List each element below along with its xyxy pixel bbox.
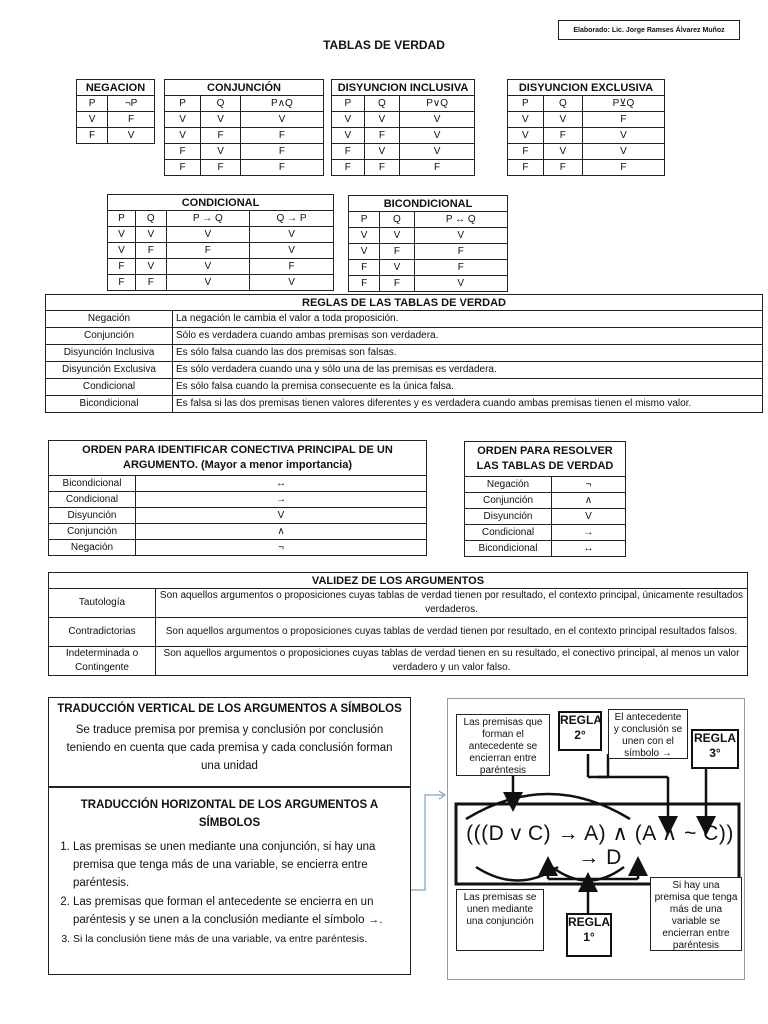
table-cell: V (400, 144, 475, 160)
trad-vertical-title: TRADUCCIÓN VERTICAL DE LOS ARGUMENTOS A SÍMBOLOS (57, 703, 402, 715)
table-cell: V (250, 227, 334, 243)
figure-label-bottom-right: Si hay una premisa que tenga más de una variable se encierran entre paréntesis (650, 877, 742, 951)
table-cell: V (582, 128, 664, 144)
table-validez (48, 572, 748, 676)
table-cell: F (77, 128, 108, 144)
column-header: P (349, 212, 380, 228)
table-title: NEGACION (77, 80, 155, 96)
column-header: Q (543, 96, 582, 112)
table-cell: V (543, 144, 582, 160)
table-row (349, 228, 508, 244)
trad-horizontal-list (49, 838, 410, 948)
table-cell: V (508, 128, 544, 144)
column-header: P (332, 96, 365, 112)
table-cell: F (135, 243, 166, 259)
table-row (46, 311, 763, 328)
row-label: Condicional (465, 525, 552, 541)
row-value: Son aquellos argumentos o proposiciones cuyas tablas de verdad tienen en su resultado, el conectivo principal, al menos un valor verdadero y un valor falso. (156, 647, 748, 676)
row-label: Disyunción (465, 509, 552, 525)
table-cell: F (349, 276, 380, 292)
table-cell: F (240, 144, 323, 160)
table-cell: V (364, 112, 400, 128)
table-cell: F (364, 160, 400, 176)
author-box (558, 20, 740, 40)
table-bicondicional (348, 195, 508, 292)
row-label: Bicondicional (49, 476, 136, 492)
figure-label-top-right: El antecedente y conclusión se unen con el símbolo → (608, 709, 688, 759)
table-row (46, 345, 763, 362)
row-value: V (136, 508, 427, 524)
table-cell: V (201, 112, 241, 128)
table-cell: F (332, 144, 365, 160)
table-row (508, 128, 665, 144)
table-cell: V (108, 243, 136, 259)
table-cell: V (332, 112, 365, 128)
table-row (49, 540, 427, 556)
table-cell: V (240, 112, 323, 128)
table-title: VALIDEZ DE LOS ARGUMENTOS (49, 573, 748, 589)
table-cell: F (543, 128, 582, 144)
table-title: BICONDICIONAL (349, 196, 508, 212)
table-row (46, 362, 763, 379)
table-cell: F (108, 259, 136, 275)
row-value: Sólo es verdadera cuando ambas premisas son verdadera. (173, 328, 763, 345)
table-cell: V (250, 243, 334, 259)
table-cell: F (582, 160, 664, 176)
column-header: Q → P (250, 211, 334, 227)
table-cell: V (414, 228, 507, 244)
table-cell: V (349, 228, 380, 244)
row-label: Condicional (49, 492, 136, 508)
row-label: Bicondicional (46, 396, 173, 413)
table-row (108, 275, 334, 291)
table-row (77, 112, 155, 128)
table-row (108, 259, 334, 275)
table-cell: V (364, 144, 400, 160)
row-label: Negación (49, 540, 136, 556)
row-label: Conjunción (465, 493, 552, 509)
table-title: DISYUNCION INCLUSIVA (332, 80, 475, 96)
table-cell: V (166, 227, 249, 243)
table-title: ORDEN PARA IDENTIFICAR CONECTIVA PRINCIPAL DE UN ARGUMENTO. (Mayor a menor importancia) (49, 441, 427, 476)
column-header: P → Q (166, 211, 249, 227)
table-cell: V (201, 144, 241, 160)
table-cell: F (108, 275, 136, 291)
figure-regla (447, 698, 745, 980)
row-value: ¬ (136, 540, 427, 556)
table-row (49, 476, 427, 492)
trad-horizontal-box (48, 787, 411, 975)
table-cell: V (400, 112, 475, 128)
table-cell: V (108, 227, 136, 243)
column-header: P (508, 96, 544, 112)
column-header: Q (364, 96, 400, 112)
table-row (465, 509, 626, 525)
column-header: Q (135, 211, 166, 227)
table-title: REGLAS DE LAS TABLAS DE VERDAD (46, 295, 763, 311)
table-orden-conectiva (48, 440, 427, 556)
table-disyuncion-inclusiva (331, 79, 475, 176)
table-title: ORDEN PARA RESOLVER LAS TABLAS DE VERDAD (465, 442, 626, 477)
table-row (349, 244, 508, 260)
row-value: ¬ (552, 477, 626, 493)
row-label: Negación (465, 477, 552, 493)
row-label: Bicondicional (465, 541, 552, 557)
table-row (49, 508, 427, 524)
table-cell: V (380, 260, 414, 276)
row-label: Disyunción Inclusiva (46, 345, 173, 362)
table-cell: V (166, 259, 249, 275)
row-value: → (136, 492, 427, 508)
column-header: P⊻Q (582, 96, 664, 112)
regla-3-badge: REGLA 3° (691, 729, 739, 769)
row-value: Es sólo verdadera cuando una y sólo una de las premisas es verdadera. (173, 362, 763, 379)
table-cell: V (165, 128, 201, 144)
table-row (165, 160, 324, 176)
row-value: ∧ (552, 493, 626, 509)
table-row (332, 112, 475, 128)
table-cell: V (508, 112, 544, 128)
column-header: P∧Q (240, 96, 323, 112)
table-row (465, 493, 626, 509)
table-cell: F (508, 144, 544, 160)
table-row (49, 524, 427, 540)
column-header: P (77, 96, 108, 112)
table-row (332, 160, 475, 176)
column-header: P (108, 211, 136, 227)
table-conjuncion (164, 79, 324, 176)
row-value: La negación le cambia el valor a toda proposición. (173, 311, 763, 328)
regla-1-badge: REGLA 1° (566, 913, 612, 957)
table-row (46, 379, 763, 396)
author-text: Elaborado: Lic. Jorge Ramses Álvarez Muñoz (573, 26, 725, 34)
table-row (108, 227, 334, 243)
table-row (46, 396, 763, 413)
table-cell: F (165, 144, 201, 160)
table-row (77, 128, 155, 144)
list-item: 1. Las premisas se unen mediante una conjunción, si hay una premisa que tenga más de una variable, se encierra entre paréntesis. (73, 838, 410, 892)
row-value: V (552, 509, 626, 525)
table-cell: F (400, 160, 475, 176)
table-row (49, 647, 748, 676)
table-row (508, 144, 665, 160)
table-row (46, 328, 763, 345)
table-cell: F (543, 160, 582, 176)
page-title: TABLAS DE VERDAD (323, 38, 445, 52)
table-title: DISYUNCION EXCLUSIVA (508, 80, 665, 96)
table-row (165, 112, 324, 128)
table-cell: F (508, 160, 544, 176)
table-cell: V (582, 144, 664, 160)
table-row (465, 525, 626, 541)
table-cell: F (135, 275, 166, 291)
list-item: 3. Si la conclusión tiene más de una variable, va entre paréntesis. (73, 930, 410, 948)
table-row (349, 260, 508, 276)
table-cell: V (332, 128, 365, 144)
trad-vertical-box (48, 697, 411, 787)
row-label: Disyunción (49, 508, 136, 524)
column-header: Q (201, 96, 241, 112)
table-cell: F (165, 160, 201, 176)
figure-formula: (((D v C) → A) ∧ (A ∧ ~ C)) → D (466, 822, 734, 869)
trad-vertical-body: Se traduce premisa por premisa y conclusión por conclusión teniendo en cuenta que cada premisa y cada conclusión forman una unidad (66, 724, 393, 772)
row-label: Disyunción Exclusiva (46, 362, 173, 379)
table-cell: V (349, 244, 380, 260)
table-row (349, 276, 508, 292)
row-value: Son aquellos argumentos o proposiciones cuyas tablas de verdad tienen por resultado, en el contexto principal resultados falsos. (156, 618, 748, 647)
table-row (49, 618, 748, 647)
table-cell: V (135, 259, 166, 275)
table-row (465, 541, 626, 557)
table-disyuncion-exclusiva (507, 79, 665, 176)
table-row (49, 492, 427, 508)
column-header: Q (380, 212, 414, 228)
trad-horizontal-title: TRADUCCIÓN HORIZONTAL DE LOS ARGUMENTOS A SÍMBOLOS (80, 799, 379, 829)
table-row (165, 128, 324, 144)
table-title: CONJUNCIÓN (165, 80, 324, 96)
table-cell: F (582, 112, 664, 128)
column-header: P (165, 96, 201, 112)
row-label: Conjunción (46, 328, 173, 345)
table-cell: F (240, 128, 323, 144)
table-row (108, 243, 334, 259)
table-row (508, 112, 665, 128)
table-cell: F (240, 160, 323, 176)
table-cell: F (166, 243, 249, 259)
table-row (332, 144, 475, 160)
row-label: Negación (46, 311, 173, 328)
row-label: Tautología (49, 589, 156, 618)
table-negacion (76, 79, 155, 144)
figure-label-top-left: Las premisas que forman el antecedente se encierran entre paréntesis (456, 714, 550, 776)
table-cell: F (414, 244, 507, 260)
row-value: ↔ (136, 476, 427, 492)
table-title: CONDICIONAL (108, 195, 334, 211)
table-cell: F (201, 128, 241, 144)
figure-label-bottom-left: Las premisas se unen mediante una conjunción (456, 889, 544, 951)
regla-2-badge: REGLA 2° (558, 711, 602, 751)
row-label: Indeterminada o Contingente (49, 647, 156, 676)
table-row (465, 477, 626, 493)
table-cell: F (250, 259, 334, 275)
table-cell: F (414, 260, 507, 276)
table-cell: F (380, 276, 414, 292)
row-value: Es sólo falsa cuando la premisa consecuente es la única falsa. (173, 379, 763, 396)
table-cell: V (165, 112, 201, 128)
table-cell: F (364, 128, 400, 144)
row-value: Es falsa si las dos premisas tienen valores diferentes y es verdadera cuando ambas premisas tienen el mismo valor. (173, 396, 763, 413)
table-cell: V (543, 112, 582, 128)
table-cell: F (349, 260, 380, 276)
row-value: ∧ (136, 524, 427, 540)
column-header: ¬P (108, 96, 155, 112)
table-cell: F (332, 160, 365, 176)
table-cell: F (380, 244, 414, 260)
row-value: Es sólo falsa cuando las dos premisas son falsas. (173, 345, 763, 362)
table-row (165, 144, 324, 160)
table-cell: V (400, 128, 475, 144)
row-value: → (552, 525, 626, 541)
row-value: ↔ (552, 541, 626, 557)
table-cell: F (108, 112, 155, 128)
table-cell: V (250, 275, 334, 291)
list-item: 2. Las premisas que forman el antecedente se encierra en un paréntesis y se unen a la conclusión mediante el símbolo →. (73, 893, 410, 929)
table-row (508, 160, 665, 176)
table-cell: V (414, 276, 507, 292)
table-row (49, 589, 748, 618)
table-cell: V (108, 128, 155, 144)
table-cell: F (201, 160, 241, 176)
row-value: Son aquellos argumentos o proposiciones cuyas tablas de verdad tienen por resultado, el contexto principal, únicamente resultados verdaderos. (156, 589, 748, 618)
row-label: Conjunción (49, 524, 136, 540)
table-reglas (45, 294, 763, 413)
table-condicional (107, 194, 334, 291)
table-row (332, 128, 475, 144)
table-orden-resolver (464, 441, 626, 557)
connector-arrow (411, 790, 447, 900)
column-header: P∨Q (400, 96, 475, 112)
row-label: Condicional (46, 379, 173, 396)
column-header: P ↔ Q (414, 212, 507, 228)
table-cell: V (166, 275, 249, 291)
table-cell: V (380, 228, 414, 244)
row-label: Contradictorias (49, 618, 156, 647)
table-cell: V (135, 227, 166, 243)
table-cell: V (77, 112, 108, 128)
